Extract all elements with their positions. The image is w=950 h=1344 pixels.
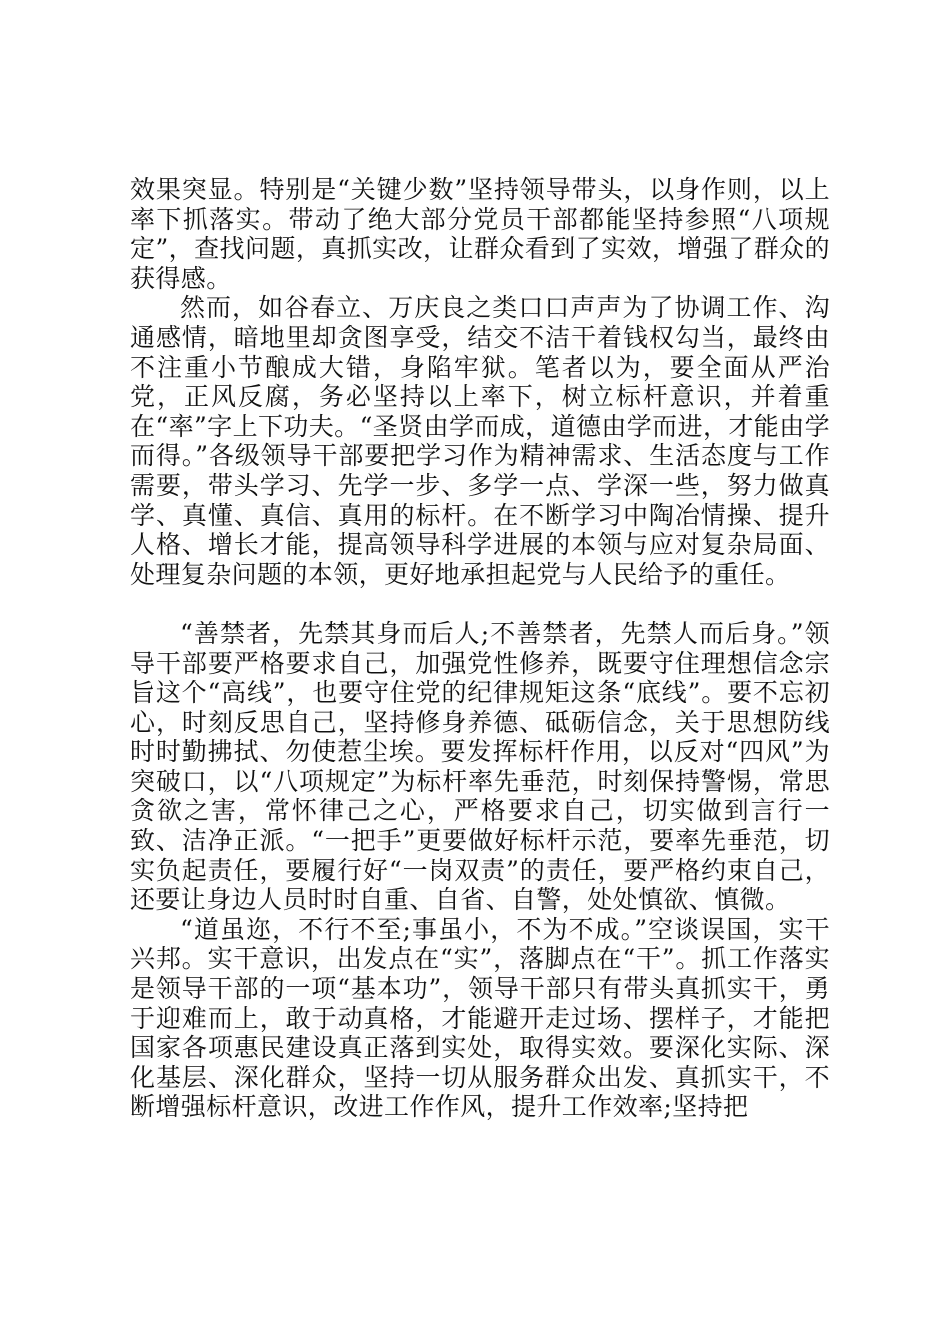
paragraph-leadership-example: 然而，如谷春立、万庆良之类口口声声为了协调工作、沟通感情，暗地里却贪图享受，结交不洁干着钱权勾当，最终由不注重小节酿成大错，身陷牢狱。笔者以为，要全面从严治党，正风反腐，务必坚持以上率下，树立标杆意识，并着重在“率”字上下功夫。“圣贤由学而成，道德由学而进，才能由学而得。”各级领导干部要把学习作为精神需求、生活态度与工作需要，带头学习、先学一步、多学一点、学深一些，努力做真学、真懂、真信、真用的标杆。在不断学习中陶冶情操、提升人格、增长才能，提高领导科学进展的本领与应对复杂局面、处理复杂问题的本领，更好地承担起党与人民给予的重任。 <box>130 293 830 589</box>
paragraph-gap <box>130 589 830 619</box>
paragraph-self-discipline: “善禁者，先禁其身而后人;不善禁者，先禁人而后身。”领导干部要严格要求自己，加强党性修养，既要守住理想信念宗旨这个“高线”，也要守住党的纪律规矩这条“底线”。要不忘初心，时刻反思自己，坚持修身养德、砥砺信念，关于思想防线时时勤拂拭、勿使惹尘埃。要发挥标杆作用，以反对“四风”为突破口，以“八项规定”为标杆率先垂范，时刻保持警惕，常思贪欲之害，常怀律己之心，严格要求自己，切实做到言行一致、洁净正派。“一把手”更要做好标杆示范，要率先垂范，切实负起责任，要履行好“一岗双责”的责任，要严格约束自己，还要让身边人员时时自重、自省、自警，处处慎欲、慎微。 <box>130 618 830 915</box>
paragraph-continuation: 效果突显。特别是“关键少数”坚持领导带头，以身作则，以上率下抓落实。带动了绝大部分党员干部都能坚持参照“八项规定”，查找问题，真抓实改，让群众看到了实效，增强了群众的获得感。 <box>130 175 830 293</box>
document-body <box>130 175 830 1122</box>
paragraph-practical-work: “道虽迩，不行不至;事虽小，不为不成。”空谈误国，实干兴邦。实干意识，出发点在“实”，落脚点在“干”。抓工作落实是领导干部的一项“基本功”，领导干部只有带头真抓实干，勇于迎难而上，敢于动真格，才能避开走过场、摆样子，才能把国家各项惠民建设真正落到实处，取得实效。要深化实际、深化基层、深化群众，坚持一切从服务群众出发、真抓实干，不断增强标杆意识，改进工作作风，提升工作效率;坚持把 <box>130 914 830 1122</box>
